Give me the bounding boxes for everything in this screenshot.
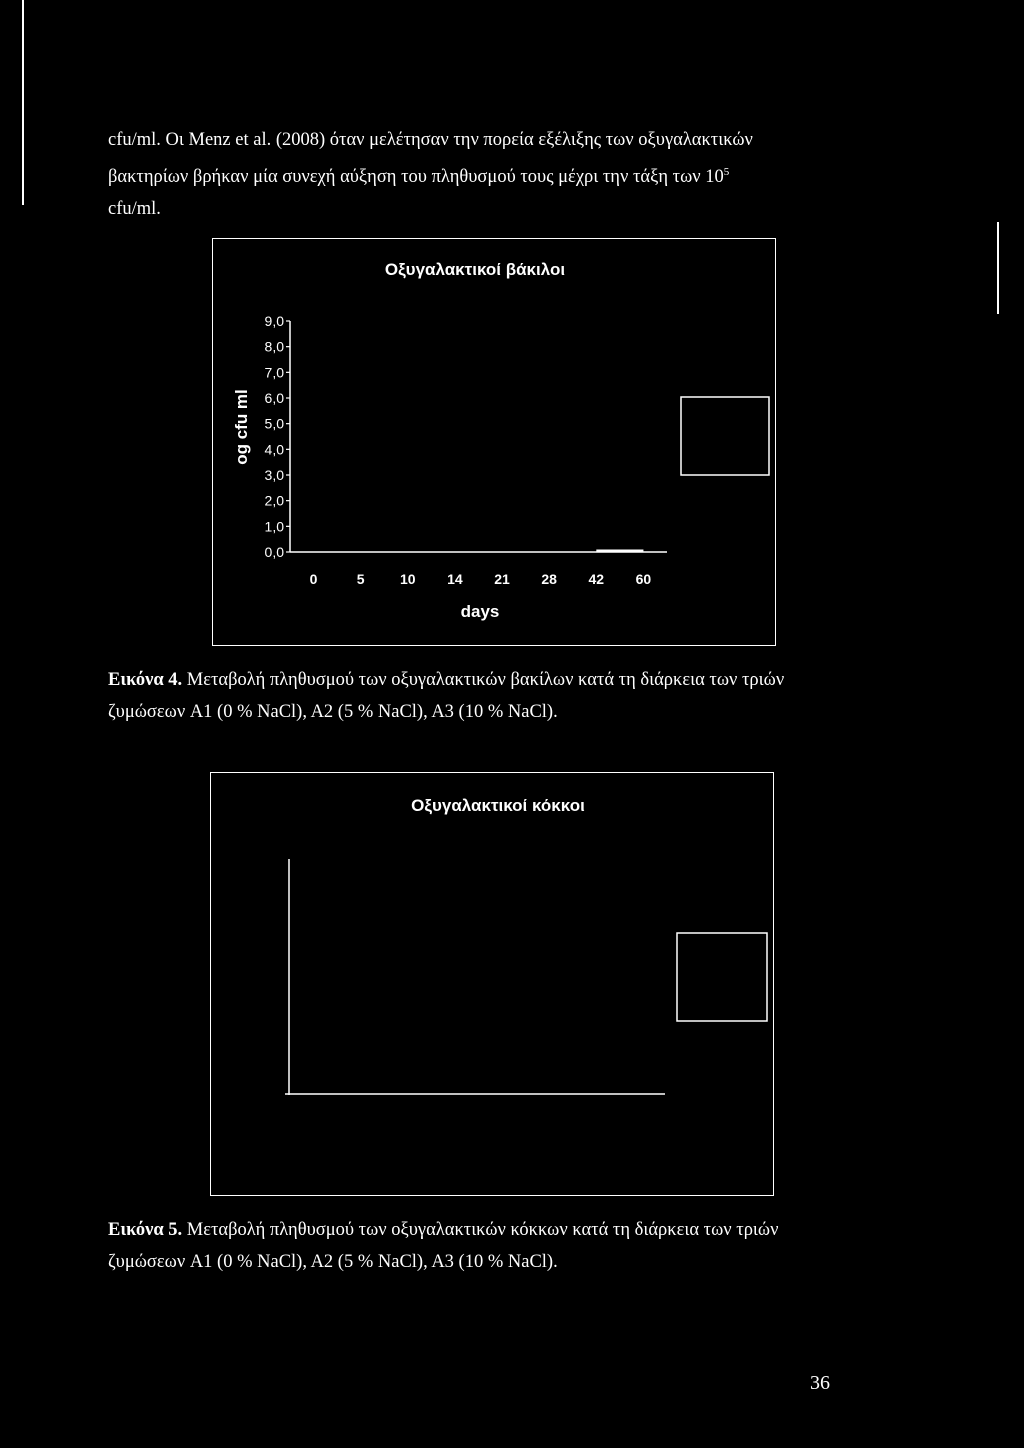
- y-tick-label: 3,0: [264, 467, 284, 483]
- chart-title: Οξυγαλακτικοί βάκιλοι: [384, 260, 566, 279]
- figure-5-caption: [108, 1214, 898, 1278]
- x-axis-label: days: [460, 602, 500, 621]
- x-tick-label: 21: [494, 571, 510, 587]
- y-tick-label: 8,0: [264, 338, 284, 355]
- figure-4-caption-line-1: Εικόνα 4. Μεταβολή πληθυσμού των οξυγαλακτικών βακίλων κατά τη διάρκεια των τριών: [108, 670, 785, 690]
- y-tick-label: 7,0: [264, 364, 284, 381]
- y-tick-label: 6,0: [264, 390, 284, 406]
- page-edge-line-left: [22, 0, 24, 205]
- figure-4-caption-line-2: ζυμώσεων A1 (0 % NaCl), A2 (5 % NaCl), A3 (10 % NaCl).: [108, 702, 558, 722]
- figure-5-caption-line-2: ζυμώσεων A1 (0 % NaCl), A2 (5 % NaCl), A3 (10 % NaCl).: [108, 1252, 558, 1272]
- figure-5-caption-label: Εικόνα 5.: [108, 1220, 183, 1240]
- y-tick-label: 4,0: [264, 441, 284, 458]
- page-edge-line-right: [997, 222, 999, 314]
- paragraph-line-3: cfu/ml.: [108, 199, 161, 220]
- figure-5-caption-line-1: Εικόνα 5. Μεταβολή πληθυσμού των οξυγαλακτικών κόκκων κατά τη διάρκεια των τριών: [108, 1220, 779, 1240]
- figure-4-caption: [108, 664, 898, 728]
- y-tick-label: 9,0: [264, 313, 284, 329]
- figure-5-chart: [211, 773, 773, 1195]
- x-tick-label: 42: [588, 571, 605, 587]
- body-paragraph: [108, 124, 848, 225]
- figure-5-chart-frame: [210, 772, 774, 1196]
- y-axis-label: og cfu ml: [232, 389, 251, 465]
- y-tick-label: 0,0: [264, 544, 284, 560]
- paragraph-line-2: βακτηρίων βρήκαν μία συνεχή αύξηση του πληθυσμού τους μέχρι την τάξη των $10^5$: [108, 166, 730, 188]
- paragraph-line-1: cfu/ml. Οι Menz et al. (2008) όταν μελέτησαν την πορεία εξέλιξης των οξυγαλακτικών: [108, 130, 753, 150]
- x-tick-label: 28: [541, 571, 557, 587]
- y-tick-label: 1,0: [264, 518, 284, 535]
- legend-box: [677, 933, 767, 1021]
- chart-title: Οξυγαλακτικοί κόκκοι: [411, 796, 585, 815]
- page-number: 36: [810, 1372, 830, 1394]
- superscript-exponent: 5: [723, 166, 730, 178]
- y-tick-label: 2,0: [264, 492, 284, 509]
- legend-box: [681, 397, 769, 475]
- x-tick-label: 5: [356, 571, 365, 587]
- x-tick-label: 10: [400, 571, 416, 587]
- figure-4-chart-frame: [212, 238, 776, 646]
- y-tick-label: 5,0: [264, 415, 284, 432]
- x-tick-label: 0: [309, 571, 318, 587]
- x-tick-label: 14: [447, 571, 463, 587]
- x-tick-label: 60: [635, 571, 652, 587]
- figure-4-caption-label: Εικόνα 4.: [108, 670, 183, 690]
- figure-4-chart: [213, 239, 775, 645]
